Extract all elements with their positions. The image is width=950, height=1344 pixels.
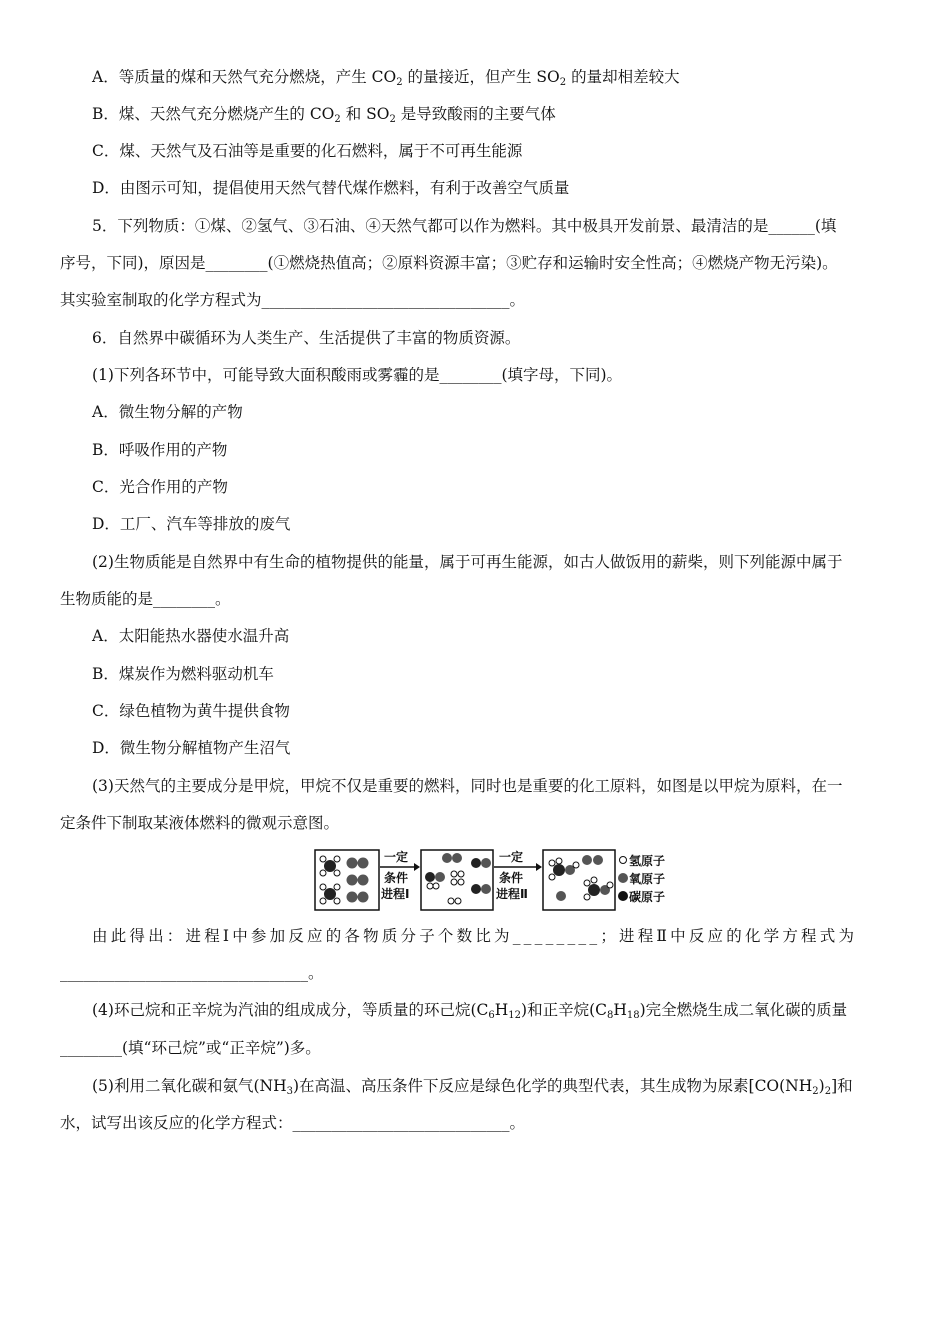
- q6-part1-option-a: A．微生物分解的产物: [92, 403, 243, 421]
- q6-intro: 6．自然界中碳循环为人类生产、生活提供了丰富的物质资源。: [92, 329, 521, 347]
- q6-part2-stem-1: (2)生物质能是自然界中有生命的植物提供的能量，属于可再生能源，如古人做饭用的薪柴，则下列能源中属于: [92, 553, 843, 571]
- arrow1-process-label: 进程Ⅰ: [381, 887, 410, 901]
- q6-part2-option-d: D．微生物分解植物产生沼气: [92, 739, 291, 757]
- legend-oxygen: 氧原子: [629, 872, 666, 886]
- q6-part2-option-b: B．煤炭作为燃料驱动机车: [92, 665, 274, 683]
- q6-part2-option-a: A．太阳能热水器使水温升高: [92, 627, 290, 645]
- q6-part1-stem: (1)下列各环节中，可能导致大面积酸雨或雾霾的是________(填字母，下同)。: [92, 366, 623, 384]
- arrow1-head-icon: [414, 863, 420, 871]
- q6-part2-option-c: C．绿色植物为黄牛提供食物: [92, 702, 290, 720]
- q6-part1-option-d: D．工厂、汽车等排放的废气: [92, 515, 291, 533]
- q6-part1-option-c: C．光合作用的产物: [92, 478, 228, 496]
- q4-option-d: D．由图示可知，提倡使用天然气替代煤作燃料，有利于改善空气质量: [92, 179, 570, 197]
- q6-part1-option-b: B．呼吸作用的产物: [92, 441, 228, 459]
- q6-part2-stem-2: 生物质能的是________。: [60, 590, 231, 608]
- arrow2-condition-mid: 条件: [499, 871, 524, 885]
- oxygen-legend-icon: [618, 873, 628, 883]
- arrow2-condition-top: 一定: [499, 850, 524, 864]
- q6-part3-stem-1: (3)天然气的主要成分是甲烷，甲烷不仅是重要的燃料，同时也是重要的化工原料，如图是以甲烷为原料，在一: [92, 777, 843, 795]
- q4-option-a: A．等质量的煤和天然气充分燃烧，产生 $CO_2$ 的量接近，但产生 $SO_2$ 的量却相差较大: [92, 68, 680, 88]
- legend-hydrogen: 氢原子: [629, 854, 666, 868]
- q5-line-1: 5．下列物质：①煤、②氢气、③石油、④天然气都可以作为燃料。其中极具开发前景、最清洁的是______(填: [92, 217, 837, 235]
- q6-part3-stem-2: 定条件下制取某液体燃料的微观示意图。: [60, 814, 340, 832]
- q6-part5-line-2: 水，试写出该反应的化学方程式：____________________________。: [60, 1114, 526, 1132]
- q6-part3-answer-1: 由此得出：进程Ⅰ中参加反应的各物质分子个数比为________；进程Ⅱ中反应的化学方程式为: [92, 927, 858, 945]
- q6-part3-answer-2: ________________________________。: [60, 964, 324, 982]
- arrow1-condition-top: 一定: [384, 850, 409, 864]
- arrow1-condition-mid: 条件: [384, 871, 409, 885]
- arrow2-head-icon: [536, 863, 542, 871]
- q5-line-2: 序号，下同)，原因是________(①燃烧热值高；②原料资源丰富；③贮存和运输时安全性高；④燃烧产物无污染)。: [60, 254, 838, 272]
- carbon-legend-icon: [618, 891, 628, 901]
- legend-carbon: 碳原子: [629, 890, 666, 904]
- q4-option-b: B．煤、天然气充分燃烧产生的 $CO_2$ 和 $SO_2$ 是导致酸雨的主要气体: [92, 105, 556, 125]
- hydrogen-legend-icon: [620, 857, 627, 864]
- q4-option-c: C．煤、天然气及石油等是重要的化石燃料，属于不可再生能源: [92, 142, 523, 160]
- q6-part4-line-2: ________(填“环己烷”或“正辛烷”)多。: [60, 1039, 321, 1057]
- q5-line-3: 其实验室制取的化学方程式为________________________________。: [60, 291, 526, 309]
- q6-part5-line-1: (5)利用二氧化碳和氨气$(NH_3)$在高温、高压条件下反应是绿色化学的典型代表，其生成物为尿素$[CO(NH_2)_2]$和: [92, 1077, 853, 1097]
- methane-reaction-diagram: [314, 846, 674, 912]
- arrow2-process-label: 进程Ⅱ: [496, 887, 528, 901]
- q6-part4-line-1: (4)环己烷和正辛烷为汽油的组成成分，等质量的环己烷$(C_6H_{12})$和正辛烷$(C_8H_{18})$完全燃烧生成二氧化碳的质量: [92, 1001, 848, 1021]
